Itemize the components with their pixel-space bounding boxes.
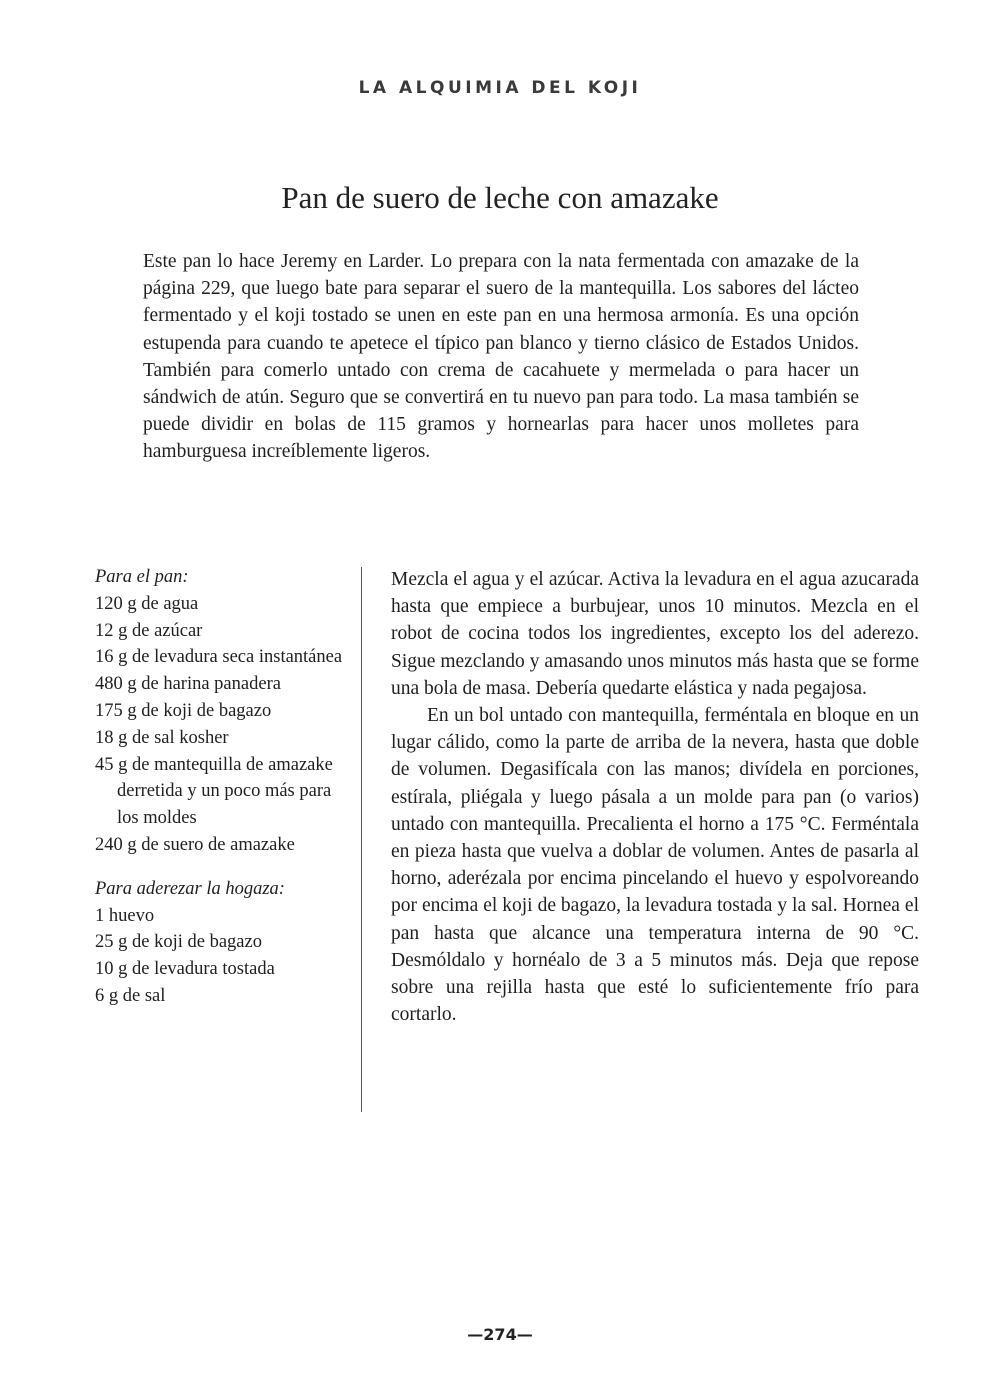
method-column [391, 566, 919, 1028]
ingredient-item: 1 huevo [95, 905, 155, 926]
ingredient-item: 25 g de koji de bagazo [95, 932, 262, 953]
ingredient-item: 16 g de levadura seca instantánea [95, 647, 343, 668]
ingredient-item: 45 g de mantequilla de amazake derretida y un poco más para los moldes [95, 754, 333, 829]
recipe-intro: Este pan lo hace Jeremy en Larder. Lo prepara con la nata fermentada con amazake de la página 229, que luego bate para separar el suero de la mantequilla. Los sabores del lácteo fermentado y el koji tostado se unen en este pan en una hermosa armonía. Es una opción estupenda para cuando te apetece el típico pan blanco y tierno clásico de Estados Unidos. También para comerlo untado con crema de cacahuete y mermelada o para hacer un sándwich de atún. Seguro que se convertirá en tu nuevo pan para todo. La masa también se puede dividir en bolas de 115 gramos y hornearlas para hacer unos molletes para hamburguesa increíblemente ligeros. [143, 251, 859, 463]
ingredient-group-topping [95, 876, 350, 1010]
recipe-title: Pan de suero de leche con amazake [281, 180, 719, 215]
ingredients-column [95, 564, 350, 1010]
column-divider [361, 567, 362, 1112]
ingredient-item: 18 g de sal kosher [95, 727, 229, 748]
ingredient-list [95, 591, 350, 859]
ingredient-item: 240 g de suero de amazake [95, 834, 295, 855]
method-paragraph: En un bol untado con mantequilla, ferméntala en bloque en un lugar cálido, como la parte de arriba de la nevera, hasta que doble de volumen. Degasifícala con las manos; divídela en porciones, estírala, pliégala y luego pásala a un molde para pan (o varios) untado con mantequilla. Precalienta el horno a 175 °C. Ferméntala en pieza hasta que vuelva a doblar de volumen. Antes de pasarla al horno, aderézala por encima pincelando el huevo y espolvoreando por encima el koji de bagazo, la levadura tostada y la sal. Hornea el pan hasta que alcance una temperatura interna de 90 °C. Desmóldalo y hornéalo de 3 a 5 minutos más. Deja que repose sobre una rejilla hasta que esté lo suficientemente frío para cortarlo. [391, 705, 919, 1026]
ingredient-item: 480 g de harina panadera [95, 674, 281, 695]
ingredient-item: 175 g de koji de bagazo [95, 700, 272, 721]
running-head: LA ALQUIMIA DEL KOJI [358, 78, 642, 98]
ingredient-item: 10 g de levadura tostada [95, 959, 275, 980]
ingredient-item: 12 g de azúcar [95, 620, 203, 641]
ingredient-list [95, 903, 350, 1010]
ingredient-item: 120 g de agua [95, 593, 199, 614]
ingredient-group-heading: Para el pan: [95, 567, 189, 587]
ingredient-group-heading: Para aderezar la hogaza: [95, 878, 285, 899]
page-number: —274— [467, 1325, 533, 1344]
ingredient-group-bread [95, 564, 350, 859]
method-paragraph: Mezcla el agua y el azúcar. Activa la levadura en el agua azucarada hasta que empiece a burbujear, unos 10 minutos. Mezcla en el robot de cocina todos los ingredientes, excepto los del aderezo. Sigue mezclando y amasando unos minutos más hasta que se forme una bola de masa. Debería quedarte elástica y nada pegajosa. [391, 569, 919, 699]
ingredient-item: 6 g de sal [95, 985, 166, 1006]
